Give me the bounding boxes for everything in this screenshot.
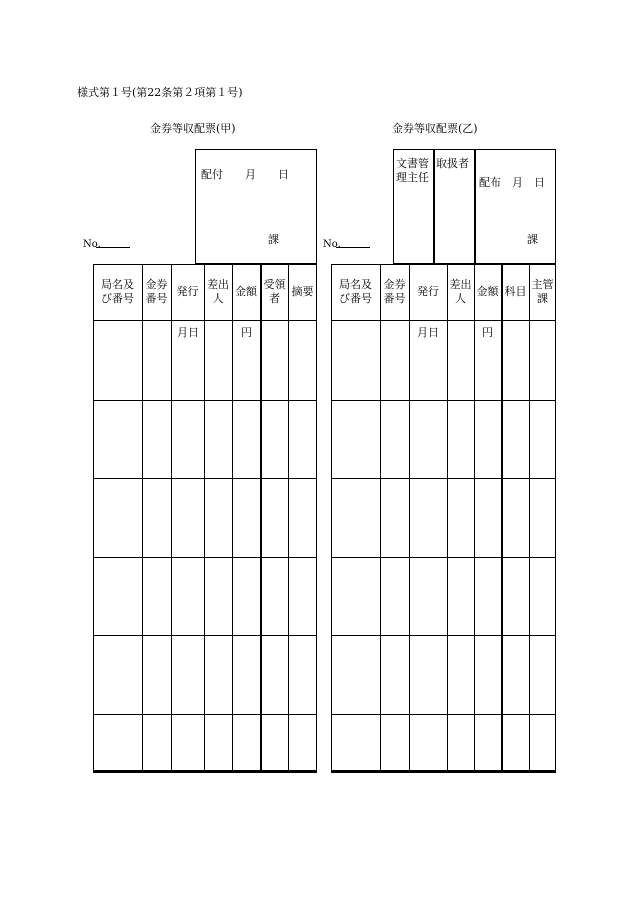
right-header-divider <box>331 320 556 321</box>
left-header-juryo: 受領 者 <box>263 278 286 305</box>
left-delivery-date-label: 配付 月 日 <box>201 168 289 181</box>
right-col-thick-line <box>501 264 503 772</box>
right-header-hakko: 発行 <box>417 285 439 298</box>
left-col-line <box>288 264 289 772</box>
left-col-line <box>142 264 143 772</box>
left-col-line <box>204 264 205 772</box>
left-bottom-border <box>93 770 317 773</box>
right-number-label: No. <box>323 239 341 250</box>
right-distribution-date-label: 配布 月 日 <box>479 176 545 189</box>
right-toriatsukai-label: 取扱者 <box>436 157 469 170</box>
left-row-line <box>93 635 317 636</box>
left-number-underline <box>96 247 130 248</box>
right-header-shukan: 主管 課 <box>531 278 554 305</box>
left-header-hakko: 発行 <box>176 285 199 298</box>
right-row-line <box>331 635 556 636</box>
right-bottom-border <box>331 770 556 773</box>
left-col-line <box>171 264 172 772</box>
left-row-line <box>93 557 317 558</box>
left-col-line <box>232 264 233 772</box>
right-slip-title: 金券等収配票(乙) <box>392 122 478 135</box>
left-header-kinken: 金券 番号 <box>145 278 168 305</box>
left-header-kyoku: 局名及 び番号 <box>101 278 134 305</box>
right-bunsho-label: 文書管 理主任 <box>396 157 429 184</box>
right-unit-yen: 円 <box>482 326 493 339</box>
left-unit-date: 月日 <box>177 326 199 339</box>
right-top-divider <box>474 149 476 264</box>
right-header-kinken: 金券 番号 <box>383 278 406 305</box>
right-section-label: 課 <box>527 233 538 246</box>
right-col-line <box>529 264 530 772</box>
left-delivery-box <box>195 149 317 264</box>
left-row-line <box>93 400 317 401</box>
right-row-line <box>331 714 556 715</box>
left-row-line <box>93 478 317 479</box>
left-header-kingaku: 金額 <box>235 285 257 298</box>
right-unit-date: 月日 <box>417 326 439 339</box>
right-row-line <box>331 478 556 479</box>
right-header-kamoku: 科目 <box>504 285 527 298</box>
right-col-line <box>380 264 381 772</box>
right-top-divider <box>433 149 435 264</box>
right-row-line <box>331 400 556 401</box>
left-header-sashidashi: 差出 人 <box>207 278 229 305</box>
left-number-label: No. <box>83 239 101 250</box>
right-row-line <box>331 557 556 558</box>
left-slip-title: 金券等収配票(甲) <box>150 122 236 135</box>
left-row-line <box>93 714 317 715</box>
left-unit-yen: 円 <box>241 326 252 339</box>
right-header-kyoku: 局名及 び番号 <box>339 278 372 305</box>
right-header-kingaku: 金額 <box>476 285 499 298</box>
left-section-label: 課 <box>268 233 279 246</box>
left-table <box>93 264 317 772</box>
left-col-thick-line <box>260 264 262 772</box>
right-col-line <box>447 264 448 772</box>
right-table <box>331 264 556 772</box>
left-header-divider <box>93 320 317 321</box>
form-title: 様式第１号(第22条第２項第１号) <box>77 86 243 99</box>
right-col-line <box>409 264 410 772</box>
left-header-tekiyo: 摘要 <box>291 285 314 298</box>
right-number-underline <box>336 247 370 248</box>
right-header-sashidashi: 差出 人 <box>449 278 472 305</box>
right-col-line <box>474 264 475 772</box>
